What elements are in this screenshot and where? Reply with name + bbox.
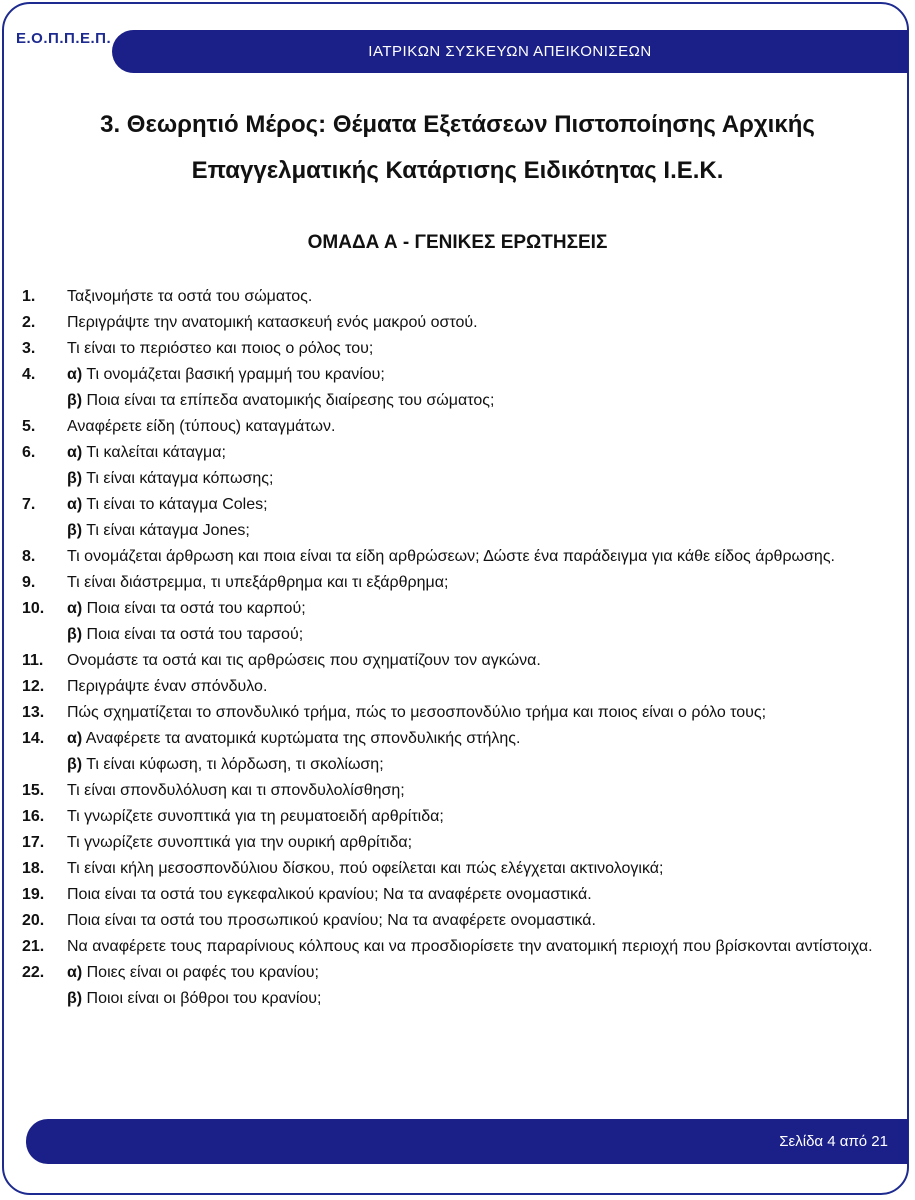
question-body (67, 677, 875, 696)
question-item (22, 729, 875, 774)
footer-bar (26, 1119, 908, 1164)
question-text: Ταξινομήστε τα οστά του σώματος. (67, 288, 313, 305)
question-text: Τι είναι το περιόστεο και ποιος ο ρόλος του; (67, 340, 374, 357)
question-text: Αναφέρετε τα ανατομικά κυρτώματα της σπονδυλικής στήλης. (85, 730, 521, 747)
question-body (67, 703, 875, 722)
question-number: 7. (22, 496, 36, 513)
question-text: Ποιοι είναι οι βόθροι του κρανίου; (86, 990, 322, 1007)
question-number: 8. (22, 548, 36, 565)
question-number: 3. (22, 340, 36, 357)
question-body (67, 599, 875, 644)
question-part (67, 443, 875, 462)
question-number: 1. (22, 288, 36, 305)
question-text: Περιγράψτε έναν σπόνδυλο. (67, 678, 268, 695)
question-part (67, 313, 875, 332)
question-part (67, 573, 875, 592)
question-part (67, 417, 875, 436)
question-number: 9. (22, 574, 36, 591)
question-part (67, 365, 875, 384)
section-title: ΟΜΑΔΑ Α - ΓΕΝΙΚΕΣ ΕΡΩΤΗΣΕΙΣ (307, 232, 608, 253)
question-number: 10. (22, 600, 45, 617)
question-list (22, 287, 875, 1015)
question-part (67, 989, 875, 1008)
question-part (67, 495, 875, 514)
question-part-letter: β) (67, 470, 83, 487)
question-body (67, 443, 875, 488)
question-item (22, 365, 875, 410)
question-item (22, 937, 875, 956)
question-text: Αναφέρετε είδη (τύπους) καταγμάτων. (67, 418, 336, 435)
question-text: Τι είναι διάστρεμμα, τι υπεξάρθρημα και τι εξάρθρημα; (67, 574, 449, 591)
question-number: 16. (22, 808, 45, 825)
question-body (67, 339, 875, 358)
question-item (22, 495, 875, 540)
question-body (67, 807, 875, 826)
question-part-letter: α) (67, 496, 83, 513)
question-part (67, 547, 875, 566)
question-part (67, 391, 875, 410)
question-item (22, 677, 875, 696)
question-text: Ποια είναι τα επίπεδα ανατομικής διαίρεσης του σώματος; (86, 392, 495, 409)
question-text: Τι γνωρίζετε συνοπτικά για τη ρευματοειδή αρθρίτιδα; (67, 808, 444, 825)
question-item (22, 313, 875, 332)
question-part (67, 339, 875, 358)
question-part (67, 625, 875, 644)
question-number: 17. (22, 834, 45, 851)
question-body (67, 417, 875, 436)
question-part (67, 599, 875, 618)
question-part (67, 859, 875, 878)
question-part (67, 287, 875, 306)
question-body (67, 547, 875, 566)
question-number: 14. (22, 730, 45, 747)
question-part (67, 469, 875, 488)
question-text: Ποια είναι τα οστά του καρπού; (86, 600, 306, 617)
question-body (67, 495, 875, 540)
question-item (22, 547, 875, 566)
question-text: Τι γνωρίζετε συνοπτικά για την ουρική αρθρίτιδα; (67, 834, 413, 851)
question-body (67, 573, 875, 592)
question-part-letter: β) (67, 990, 83, 1007)
question-item (22, 885, 875, 904)
question-text: Ποια είναι τα οστά του εγκεφαλικού κρανίου; Να τα αναφέρετε ονομαστικά. (67, 886, 592, 903)
question-text: Τι είναι το κάταγμα Coles; (86, 496, 268, 513)
question-text: Ποιες είναι οι ραφές του κρανίου; (86, 964, 319, 981)
question-text: Τι ονομάζεται άρθρωση και ποια είναι τα είδη αρθρώσεων; Δώστε ένα παράδειγμα για κάθε είδος άρθρωσης. (67, 548, 835, 565)
specialty-title: ΙΑΤΡΙΚΩΝ ΣΥΣΚΕΥΩΝ ΑΠΕΙΚΟΝΙΣΕΩΝ (368, 43, 652, 60)
document-title-line-1: 3. Θεωρητιό Μέρος: Θέματα Εξετάσεων Πιστοποίησης Αρχικής (100, 111, 815, 138)
question-body (67, 937, 875, 956)
question-part (67, 755, 875, 774)
question-item (22, 859, 875, 878)
question-part (67, 677, 875, 696)
document-title-line-2: Επαγγελματικής Κατάρτισης Ειδικότητας Ι.Ε.Κ. (191, 157, 724, 184)
question-text: Τι είναι κύφωση, τι λόρδωση, τι σκολίωση; (86, 756, 384, 773)
question-part (67, 937, 875, 956)
question-item (22, 339, 875, 358)
question-text: Περιγράψτε την ανατομική κατασκευή ενός μακρού οστού. (67, 314, 478, 331)
question-part (67, 833, 875, 852)
question-part (67, 807, 875, 826)
question-number: 4. (22, 366, 36, 383)
question-text: Τι είναι κήλη μεσοσπονδύλιου δίσκου, πού οφείλεται και πώς ελέγχεται ακτινολογικά; (67, 860, 664, 877)
question-number: 22. (22, 964, 45, 981)
organization-label: Ε.Ο.Π.Π.Ε.Π. (16, 30, 112, 47)
question-number: 2. (22, 314, 36, 331)
question-part (67, 911, 875, 930)
question-part-letter: β) (67, 392, 83, 409)
question-body (67, 859, 875, 878)
question-text: Τι ονομάζεται βασική γραμμή του κρανίου; (86, 366, 385, 383)
question-text: Να αναφέρετε τους παραρίνιους κόλπους και να προσδιορίσετε την ανατομική περιοχή που βρίσκονται αντίστοιχα. (67, 938, 873, 955)
question-item (22, 781, 875, 800)
question-number: 20. (22, 912, 45, 929)
question-number: 5. (22, 418, 36, 435)
question-item (22, 703, 875, 722)
question-text: Τι είναι σπονδυλόλυση και τι σπονδυλολίσθηση; (67, 782, 405, 799)
question-body (67, 885, 875, 904)
question-part (67, 963, 875, 982)
question-part-letter: β) (67, 756, 83, 773)
question-number: 15. (22, 782, 45, 799)
question-part-letter: α) (67, 600, 83, 617)
question-text: Ποια είναι τα οστά του προσωπικού κρανίου; Να τα αναφέρετε ονομαστικά. (67, 912, 596, 929)
question-body (67, 313, 875, 332)
question-number: 19. (22, 886, 45, 903)
question-number: 6. (22, 444, 36, 461)
question-item (22, 443, 875, 488)
question-body (67, 833, 875, 852)
question-item (22, 599, 875, 644)
document-title (40, 102, 875, 194)
question-item (22, 911, 875, 930)
question-part-letter: β) (67, 522, 83, 539)
question-body (67, 365, 875, 410)
question-part-letter: β) (67, 626, 83, 643)
question-part (67, 885, 875, 904)
question-text: Ονομάστε τα οστά και τις αρθρώσεις που σχηματίζουν τον αγκώνα. (67, 652, 541, 669)
question-item (22, 807, 875, 826)
question-part (67, 703, 875, 722)
question-item (22, 833, 875, 852)
question-item (22, 573, 875, 592)
question-text: Τι καλείται κάταγμα; (86, 444, 226, 461)
question-body (67, 781, 875, 800)
question-part-letter: α) (67, 964, 83, 981)
header-bar (112, 30, 908, 73)
question-part (67, 651, 875, 670)
question-body (67, 911, 875, 930)
question-text: Ποια είναι τα οστά του ταρσού; (86, 626, 304, 643)
question-item (22, 417, 875, 436)
question-part (67, 729, 875, 748)
question-item (22, 963, 875, 1008)
question-part-letter: α) (67, 444, 83, 461)
question-part (67, 521, 875, 540)
question-item (22, 287, 875, 306)
question-body (67, 287, 875, 306)
question-text: Πώς σχηματίζεται το σπονδυλικό τρήμα, πώς το μεσοσπονδύλιο τρήμα και ποιος είναι ο ρόλο τους; (67, 704, 767, 721)
question-text: Τι είναι κάταγμα κόπωσης; (86, 470, 274, 487)
question-part (67, 781, 875, 800)
question-number: 21. (22, 938, 45, 955)
question-number: 18. (22, 860, 45, 877)
page-number: Σελίδα 4 από 21 (779, 1133, 888, 1150)
question-body (67, 963, 875, 1008)
question-number: 13. (22, 704, 45, 721)
question-number: 11. (22, 652, 44, 669)
question-part-letter: α) (67, 366, 83, 383)
question-part-letter: α) (67, 730, 83, 747)
question-number: 12. (22, 678, 45, 695)
question-body (67, 729, 875, 774)
question-item (22, 651, 875, 670)
question-text: Τι είναι κάταγμα Jones; (86, 522, 250, 539)
question-body (67, 651, 875, 670)
